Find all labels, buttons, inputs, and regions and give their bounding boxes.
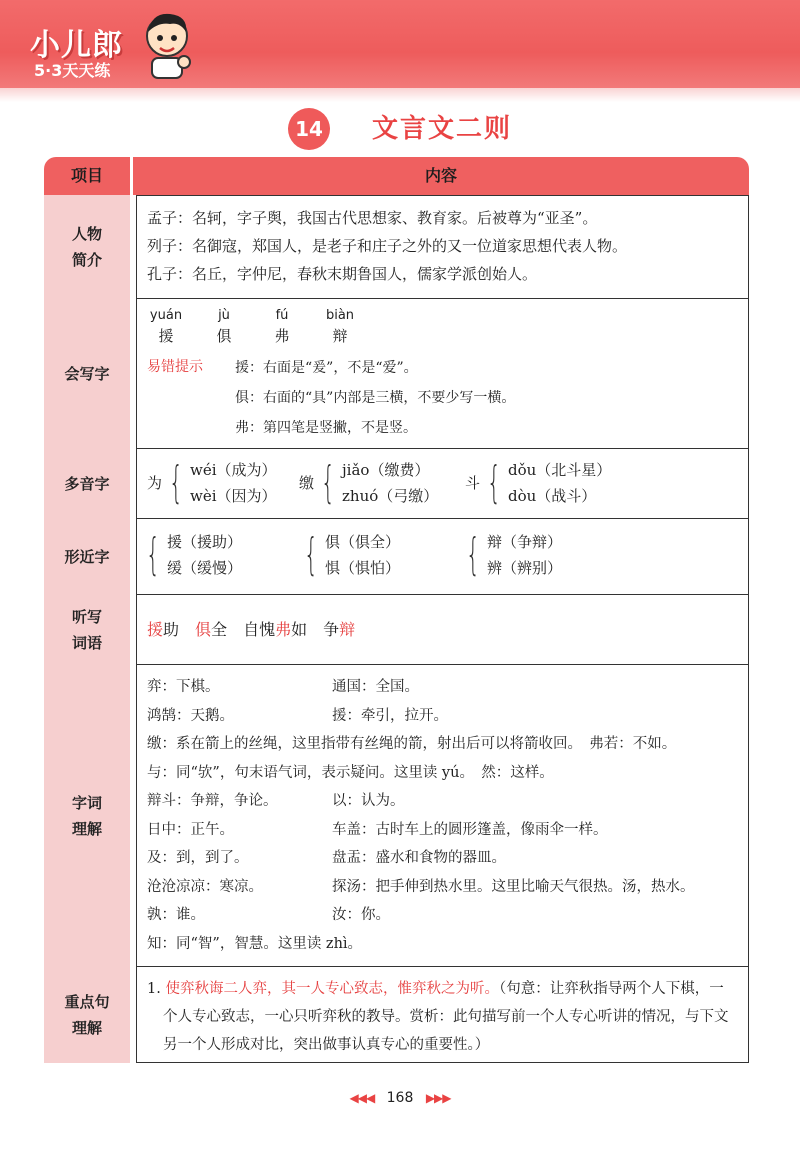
left-arrows-icon: ◀◀◀ <box>349 1091 375 1105</box>
brace-icon: { <box>466 529 480 580</box>
row-similar <box>44 519 749 595</box>
row-label: 字词理解 <box>44 665 130 967</box>
similar-item: 缓（缓慢） <box>167 559 243 577</box>
pinyin: biàn <box>325 308 355 323</box>
vocab-line: 鸿鹄：天鹅。 援：牵引，拉开。 <box>147 707 448 724</box>
vocab-line: 与：同“欤”，句末语气词，表示疑问。这里读 yú。 然：这样。 <box>147 764 554 781</box>
vocab-line: 孰：谁。 汝：你。 <box>147 907 390 923</box>
vocab-line: 日中：正午。 车盖：古时车上的圆形篷盖，像雨伞一样。 <box>147 821 608 838</box>
row-content <box>136 299 749 449</box>
banner-fade <box>0 88 800 102</box>
page-footer <box>0 1090 800 1106</box>
similar-item: 援（援助） <box>167 533 243 551</box>
similar-item: 惧（惧怕） <box>325 559 401 577</box>
vocab-line: 辩斗：争辩，争论。 以：认为。 <box>147 793 405 809</box>
study-table <box>44 195 749 1065</box>
brand-logo-title: 小儿郎 <box>30 28 123 63</box>
brace-icon: { <box>321 457 336 508</box>
similar-group <box>139 529 242 581</box>
key-sentence-explain: （句意：让弈秋指导两个人下棋，一个人专心致志，一心只听弈秋的教导。赏析：此句描写前一个人专心听讲的情况，与下文另一个人形成对比，突出做事认真专心的重要性。） <box>163 981 729 1053</box>
tip-line: 弗：第四笔是竖撇，不是竖。 <box>235 420 417 436</box>
row-content <box>136 519 749 595</box>
brace-icon: { <box>169 457 184 508</box>
pinyin: jù <box>218 308 230 323</box>
hanzi: 弗 <box>274 327 290 345</box>
polyphone-group <box>147 457 277 509</box>
row-label: 形近字 <box>44 519 130 595</box>
row-dictation <box>44 595 749 665</box>
polyphone-group <box>299 457 438 509</box>
similar-group <box>297 529 400 581</box>
header-content: 内容 <box>133 157 749 195</box>
vocab-line: 弈：下棋。 通国：全国。 <box>147 679 419 695</box>
brace-icon: { <box>304 529 318 580</box>
pinyin: fú <box>275 308 289 323</box>
dictation-word: 俱全 <box>195 619 228 639</box>
poly-reading: jiǎo（缴费） <box>342 461 430 479</box>
hanzi: 俱 <box>216 327 232 345</box>
poly-char: 缴 <box>299 474 315 492</box>
key-sentence-text: 使弈秋诲二人弈，其一人专心致志，惟弈秋之为听。 <box>165 981 499 997</box>
people-line: 孟子：名轲，字子舆，我国古代思想家、教育家。后被尊为“亚圣”。 <box>147 209 598 227</box>
dictation-word: 援助 <box>147 619 180 639</box>
row-content <box>136 449 749 519</box>
poly-reading: wèi（因为） <box>190 487 277 505</box>
row-label: 重点句理解 <box>44 967 130 1063</box>
mascot-boy-icon <box>140 10 194 80</box>
poly-reading: dòu（战斗） <box>508 487 597 505</box>
row-content <box>136 595 749 665</box>
right-arrows-icon: ▶▶▶ <box>425 1091 451 1105</box>
row-content <box>136 195 749 299</box>
vocab-line: 缴：系在箭上的丝绳，这里指带有丝绳的箭，射出后可以将箭收回。 弗若：不如。 <box>147 736 677 752</box>
tip-label: 易错提示 <box>147 359 203 375</box>
similar-item: 辨（辨别） <box>487 559 563 577</box>
row-label: 人物简介 <box>44 195 130 299</box>
row-key-sentence <box>44 967 749 1063</box>
lesson-number-badge: 14 <box>288 108 330 150</box>
row-label: 多音字 <box>44 449 130 519</box>
page-number: 168 <box>386 1090 414 1106</box>
similar-item: 辩（争辩） <box>487 533 563 551</box>
brace-icon: { <box>146 529 160 580</box>
dictation-word: 争辩 <box>323 619 356 639</box>
people-line: 列子：名御寇，郑国人，是老子和庄子之外的又一位道家思想代表人物。 <box>147 237 628 255</box>
sentence-number: 1. <box>147 981 161 997</box>
poly-reading: wéi（成为） <box>190 461 277 479</box>
poly-reading: zhuó（弓缴） <box>342 487 439 505</box>
row-content <box>136 665 749 967</box>
vocab-line: 知：同“智”，智慧。这里读 zhì。 <box>147 935 363 952</box>
hanzi: 辩 <box>332 327 348 345</box>
row-people <box>44 195 749 299</box>
lesson-title: 文言文二则 <box>372 114 513 144</box>
row-label: 会写字 <box>44 299 130 449</box>
pinyin: yuán <box>149 308 183 323</box>
header-item: 项目 <box>44 157 130 195</box>
row-label: 听写词语 <box>44 595 130 665</box>
polyphone-group <box>465 457 611 509</box>
people-line: 孔子：名丘，字仲尼，春秋末期鲁国人，儒家学派创始人。 <box>147 265 538 283</box>
poly-char: 为 <box>147 474 163 492</box>
tip-line: 援：右面是“爰”，不是“爱”。 <box>235 360 418 376</box>
similar-item: 俱（俱全） <box>325 533 401 551</box>
tip-line: 俱：右面的“具”内部是三横，不要少写一横。 <box>235 390 516 406</box>
dictation-word: 自愧弗如 <box>243 619 308 639</box>
brace-icon: { <box>487 457 502 508</box>
row-vocab <box>44 665 749 967</box>
similar-group <box>459 529 562 581</box>
poly-char: 斗 <box>465 474 481 492</box>
row-content <box>136 967 749 1063</box>
poly-reading: dǒu（北斗星） <box>508 461 612 479</box>
row-polyphones <box>44 449 749 519</box>
row-write-chars <box>44 299 749 449</box>
brand-logo-subtitle: 5·3天天练 <box>34 61 111 80</box>
vocab-line: 沧沧凉凉：寒凉。 探汤：把手伸到热水里。这里比喻天气很热。汤，热水。 <box>147 878 695 895</box>
hanzi: 援 <box>158 327 174 345</box>
vocab-line: 及：到，到了。 盘盂：盛水和食物的器皿。 <box>147 850 506 866</box>
